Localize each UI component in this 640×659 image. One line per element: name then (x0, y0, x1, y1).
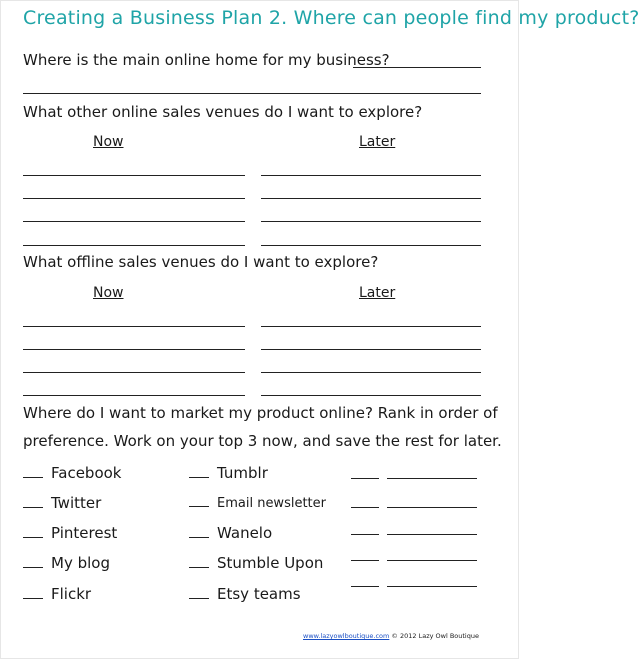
footer-website-link[interactable]: www.lazyowlboutique.com (303, 632, 390, 640)
rank-blank[interactable] (189, 555, 209, 568)
rank-blank[interactable] (189, 494, 209, 507)
rank-item-label: Twitter (51, 494, 102, 512)
online-now-line[interactable] (23, 175, 245, 176)
footer-copyright: © 2012 Lazy Owl Boutique (391, 632, 479, 640)
rank-blank[interactable] (23, 465, 43, 478)
online-now-line[interactable] (23, 198, 245, 199)
rank-blank[interactable] (23, 586, 43, 599)
online-later-heading: Later (359, 134, 396, 150)
online-now-line[interactable] (23, 245, 245, 246)
extra-rank-line[interactable] (387, 507, 477, 508)
rank-item-my-blog (23, 554, 110, 572)
rank-item-twitter (23, 494, 101, 512)
online-later-line[interactable] (261, 175, 481, 176)
rank-item-wanelo (189, 524, 272, 542)
rank-item-label: Stumble Upon (217, 554, 324, 572)
extra-rank-blank[interactable] (351, 560, 379, 561)
rank-blank[interactable] (189, 465, 209, 478)
offline-later-line[interactable] (261, 395, 481, 396)
online-later-line[interactable] (261, 245, 481, 246)
rank-item-facebook (23, 464, 121, 482)
extra-rank-line[interactable] (387, 560, 477, 561)
online-now-heading: Now (93, 134, 124, 150)
rank-item-label: Flickr (51, 585, 92, 603)
answer-line-main-home[interactable] (353, 67, 481, 68)
footer (303, 632, 479, 640)
extra-rank-blank[interactable] (351, 586, 379, 587)
question-online-venues: What other online sales venues do I want to explore? (23, 103, 423, 121)
rank-item-label: Tumblr (217, 464, 268, 482)
rank-item-label: Wanelo (217, 524, 273, 542)
rank-item-label: Email newsletter (217, 496, 326, 511)
question-market-online-line2: preference. Work on your top 3 now, and save the rest for later. (23, 432, 502, 450)
rank-item-tumblr (189, 464, 268, 482)
offline-now-heading: Now (93, 285, 124, 301)
rank-item-etsy-teams (189, 585, 301, 603)
extra-rank-blank[interactable] (351, 478, 379, 479)
offline-later-line[interactable] (261, 372, 481, 373)
offline-now-line[interactable] (23, 349, 245, 350)
rank-item-pinterest (23, 524, 117, 542)
answer-line-main-home-2[interactable] (23, 93, 481, 94)
online-now-line[interactable] (23, 221, 245, 222)
rank-blank[interactable] (23, 555, 43, 568)
extra-rank-blank[interactable] (351, 507, 379, 508)
offline-now-line[interactable] (23, 372, 245, 373)
offline-later-heading: Later (359, 285, 396, 301)
rank-item-flickr (23, 585, 91, 603)
rank-item-label: My blog (51, 554, 110, 572)
offline-later-line[interactable] (261, 349, 481, 350)
extra-rank-blank[interactable] (351, 534, 379, 535)
rank-blank[interactable] (23, 525, 43, 538)
extra-rank-line[interactable] (387, 478, 477, 479)
offline-now-line[interactable] (23, 395, 245, 396)
rank-blank[interactable] (23, 495, 43, 508)
offline-later-line[interactable] (261, 326, 481, 327)
rank-item-label: Facebook (51, 464, 122, 482)
question-offline-venues: What offline sales venues do I want to explore? (23, 253, 379, 271)
rank-blank[interactable] (189, 586, 209, 599)
extra-rank-line[interactable] (387, 534, 477, 535)
offline-now-line[interactable] (23, 326, 245, 327)
rank-item-label: Etsy teams (217, 585, 301, 603)
question-main-home: Where is the main online home for my business? (23, 51, 390, 69)
rank-item-label: Pinterest (51, 524, 118, 542)
rank-item-email-newsletter (189, 494, 326, 511)
question-market-online-line1: Where do I want to market my product online? Rank in order of (23, 404, 498, 422)
extra-rank-line[interactable] (387, 586, 477, 587)
rank-blank[interactable] (189, 525, 209, 538)
online-later-line[interactable] (261, 198, 481, 199)
rank-item-stumble-upon (189, 554, 323, 572)
online-later-line[interactable] (261, 221, 481, 222)
page-title: Creating a Business Plan 2. Where can people find my product? (23, 7, 640, 29)
